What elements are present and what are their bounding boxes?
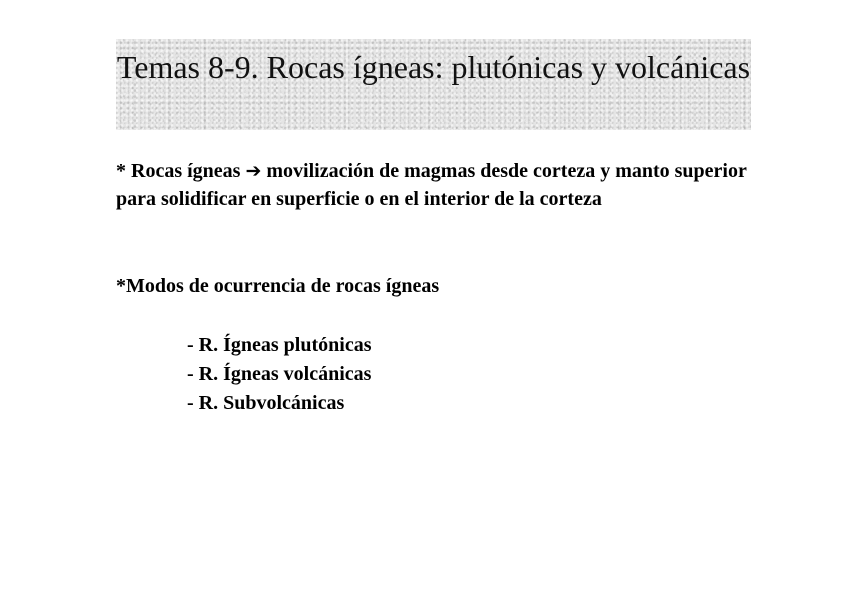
list-item: - R. Ígneas volcánicas — [187, 363, 372, 385]
modes-heading: *Modos de ocurrencia de rocas ígneas — [116, 275, 440, 297]
intro-text: movilización de magmas desde corteza y manto superior para solidificar en superficie o en el interior de la corteza — [116, 160, 747, 210]
title-banner — [116, 39, 751, 130]
list-item: - R. Ígneas plutónicas — [187, 334, 372, 356]
slide-title: Temas 8-9. Rocas ígneas: plutónicas y volcánicas — [116, 49, 751, 85]
modes-list — [187, 331, 371, 418]
intro-prefix: * Rocas ígneas — [116, 160, 241, 182]
intro-paragraph — [116, 157, 756, 213]
arrow-right-icon: ➔ — [245, 160, 262, 182]
list-item: - R. Subvolcánicas — [187, 392, 345, 414]
